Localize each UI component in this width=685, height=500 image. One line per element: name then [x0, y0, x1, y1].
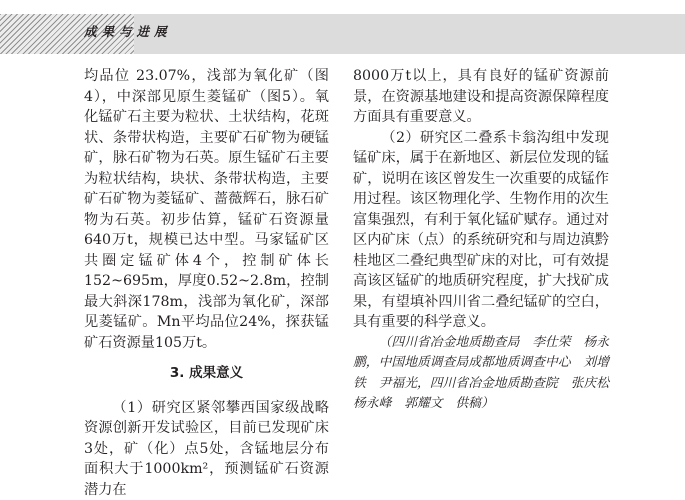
paragraph-significance-1-continued: 8000万t以上，具有良好的锰矿资源前景，在资源基地建设和提高资源保障程度方面具有重要意义。	[353, 66, 609, 128]
right-text-column	[353, 66, 609, 415]
section-heading-significance: 3. 成果意义	[84, 363, 329, 384]
left-text-column	[84, 66, 329, 500]
contributor-credits: （四川省冶金地质勘查局 李仕荣 杨永鹏，中国地质调查局成都地质调查中心 刘增铁 尹福光，四川省冶金地质勘查院 张庆松 杨永峰 郭耀文 供稿）	[353, 333, 609, 415]
paragraph-significance-1: （1）研究区紧邻攀西国家级战略资源创新开发试验区，目前已发现矿床3处，矿（化）点5处，含锰地层分布面积大于1000km²，预测锰矿石资源潜力在	[84, 398, 329, 500]
header-gray-bar	[134, 14, 685, 54]
section-header-band	[0, 14, 685, 54]
paragraph-ore-description: 均品位 23.07%，浅部为氧化矿（图4），中深部见原生菱锰矿（图5）。氧化锰矿石主要为粒状、土状结构，花斑状、条带状构造，主要矿石矿物为硬锰矿，脉石矿物为石英。原生锰矿石主要为粒状结构，块状、条带状构造，主要矿石矿物为菱锰矿、蔷薇辉石，脉石矿物为石英。初步估算，锰矿石资源量640万t，规模已达中型。马家锰矿区共圈定锰矿体4个，控制矿体长152~695m，厚度0.52~2.8m，控制最大斜深178m，浅部为氧化矿，深部见菱锰矿。Mn平均品位24%，探获锰矿石资源量105万t。	[84, 66, 329, 353]
paragraph-significance-2: （2）研究区二叠系卡翁沟组中发现锰矿床，属于在新地区、新层位发现的锰矿，说明在该区曾发生一次重要的成锰作用过程。该区物理化学、生物作用的次生富集强烈，有利于氧化锰矿赋存。通过对区内矿床（点）的系统研究和与周边滇黔桂地区二叠纪典型矿床的对比，可有效提高该区锰矿的地质研究程度，扩大找矿成果，有望填补四川省二叠纪锰矿的空白，具有重要的科学意义。	[353, 128, 609, 333]
section-header-title: 成果与进展	[84, 22, 172, 40]
